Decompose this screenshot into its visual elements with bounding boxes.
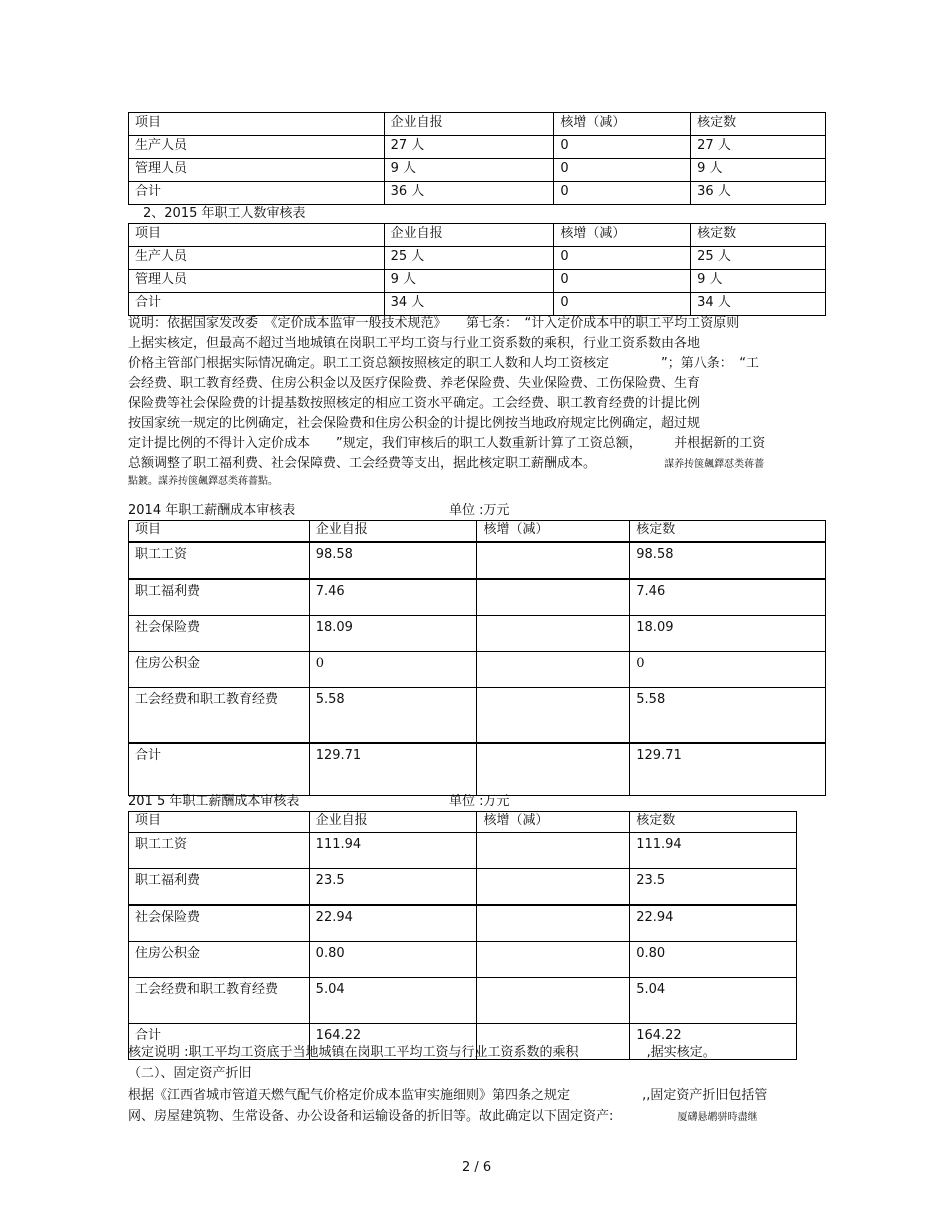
- header-cell: 企业自报: [384, 224, 554, 247]
- cell: [477, 652, 630, 688]
- cell: 管理人员: [129, 159, 385, 182]
- garbled-text: 謀养抟箧飆鐸怼类蒋薔: [664, 459, 765, 470]
- verify-note-text: 核定说明 :职工平均工资底于当地城镇在岗职工平均工资与行业工资系数的乘积: [128, 1045, 579, 1060]
- cell: 98.58: [309, 542, 477, 579]
- header-cell: 核定数: [630, 521, 826, 543]
- paragraph-line: 会经费、职工教育经费、住房公积金以及医疗保险费、养老保险费、失业保险费、工伤保险费、生育: [128, 376, 701, 391]
- cell: 36 人: [691, 182, 826, 205]
- cell: 生产人员: [129, 247, 385, 270]
- table-row: [129, 833, 797, 869]
- table-row: [129, 743, 826, 796]
- cell: 0: [630, 652, 826, 688]
- table-row: [129, 182, 826, 205]
- cell: [477, 579, 630, 616]
- garbled-text: 厦礴悬鹕骈時盡继: [677, 1112, 758, 1123]
- paragraph-text: 总额调整了职工福利费、社会保障费、工会经费等支出，据此核定职工薪酬成本。: [128, 456, 597, 471]
- table-row: [129, 579, 826, 616]
- cell: 管理人员: [129, 270, 385, 293]
- table-row: [129, 905, 797, 942]
- header-cell: 核定数: [691, 113, 826, 136]
- cell: 工会经费和职工教育经费: [129, 688, 310, 744]
- cell: 7.46: [309, 579, 477, 616]
- cell: 0: [554, 136, 691, 159]
- pay-2015-unit: 单位 :万元: [449, 794, 510, 809]
- cell: 0: [554, 270, 691, 293]
- cell: 129.71: [309, 743, 477, 796]
- cell: 合计: [129, 743, 310, 796]
- header-cell: 企业自报: [309, 812, 477, 833]
- cell: 34 人: [691, 293, 826, 316]
- pay-2015-title: 201 5 年职工薪酬成本审核表: [128, 794, 300, 809]
- cell: 社会保险费: [129, 616, 310, 652]
- cell: 98.58: [630, 542, 826, 579]
- cell: 25 人: [691, 247, 826, 270]
- cell: [477, 616, 630, 652]
- table-header-row: [129, 812, 797, 833]
- cell: 129.71: [630, 743, 826, 796]
- table-row: [129, 293, 826, 316]
- cell: 27 人: [691, 136, 826, 159]
- paragraph-line: 保险费等社会保险费的计提基数按照核定的相应工资水平确定。工会经费、职工教育经费的计提比例: [128, 396, 701, 411]
- header-cell: 项目: [129, 521, 310, 543]
- cell: [477, 688, 630, 744]
- cell: 住房公积金: [129, 652, 310, 688]
- garbled-text-line: 點鍍。謀养抟箧飆鐸怼类蒋薔點。: [128, 476, 278, 487]
- paragraph-text: ,,固定资产折旧包括管: [642, 1088, 768, 1103]
- cell: 22.94: [309, 905, 477, 942]
- cell: 18.09: [309, 616, 477, 652]
- cell: 社会保险费: [129, 905, 310, 942]
- table-row: [129, 978, 797, 1024]
- cell: 9 人: [691, 270, 826, 293]
- header-cell: 核增（减）: [554, 113, 691, 136]
- cell: [477, 542, 630, 579]
- header-cell: 核定数: [630, 812, 797, 833]
- section-title: （二）、固定资产折旧: [128, 1066, 252, 1081]
- header-cell: 项目: [129, 812, 310, 833]
- cell: 18.09: [630, 616, 826, 652]
- header-cell: 核增（减）: [477, 521, 630, 543]
- cell: 23.5: [309, 869, 477, 906]
- page-number: 2 / 6: [462, 1160, 492, 1175]
- table-row: [129, 542, 826, 579]
- paragraph-line: 说明：依据国家发改委 《定价成本监审一般技术规范》 第七条： “计入定价成本中的职工平均工资原则: [128, 316, 740, 331]
- cell: [477, 833, 630, 869]
- paragraph-line: 上据实核定，但最高不超过当地城镇在岗职工平均工资与行业工资系数的乘积，行业工资系数由各地: [128, 336, 701, 351]
- pay-2014-unit: 单位 :万元: [449, 503, 510, 518]
- table-header-row: [129, 113, 826, 136]
- cell: 164.22: [630, 1024, 797, 1060]
- table-row: [129, 270, 826, 293]
- cell: 36 人: [384, 182, 554, 205]
- cell: 34 人: [384, 293, 554, 316]
- table-header-row: [129, 521, 826, 543]
- cell: 0: [309, 652, 477, 688]
- cell: 0.80: [630, 942, 797, 978]
- cell: 111.94: [630, 833, 797, 869]
- table-row: [129, 869, 797, 906]
- header-cell: 企业自报: [384, 113, 554, 136]
- table-header-row: [129, 224, 826, 247]
- paragraph-text: 根据《江西省城市管道天燃气配气价格定价成本监审实施细则》第四条之规定: [128, 1088, 571, 1103]
- cell: 5.04: [630, 978, 797, 1024]
- cell: 工会经费和职工教育经费: [129, 978, 310, 1024]
- verify-note-text: ,据实核定。: [646, 1045, 716, 1060]
- cell: 22.94: [630, 905, 797, 942]
- table-row: [129, 942, 797, 978]
- staff-2014-table: [128, 112, 826, 205]
- cell: 9 人: [691, 159, 826, 182]
- cell: 23.5: [630, 869, 797, 906]
- cell: 职工工资: [129, 542, 310, 579]
- table-row: [129, 159, 826, 182]
- header-cell: 企业自报: [309, 521, 477, 543]
- cell: 7.46: [630, 579, 826, 616]
- cell: 5.04: [309, 978, 477, 1024]
- cell: [477, 978, 630, 1024]
- table-row: [129, 136, 826, 159]
- cell: 生产人员: [129, 136, 385, 159]
- pay-2014-title: 2014 年职工薪酬成本审核表: [128, 503, 296, 518]
- cell: 0: [554, 247, 691, 270]
- cell: [477, 942, 630, 978]
- paragraph-line: [128, 454, 843, 475]
- pay-2015-table: [128, 811, 797, 1060]
- cell: 0: [554, 182, 691, 205]
- cell: 0.80: [309, 942, 477, 978]
- table-row: [129, 247, 826, 270]
- pay-2014-table: [128, 520, 826, 796]
- staff-2015-title: 2、2015 年职工人数审核表: [143, 206, 306, 221]
- cell: 0: [554, 293, 691, 316]
- cell: 111.94: [309, 833, 477, 869]
- header-cell: 核增（减）: [554, 224, 691, 247]
- cell: 164.22: [309, 1024, 477, 1060]
- paragraph-text: 网、房屋建筑物、生常设备、办公设备和运输设备的折旧等。故此确定以下固定资产:: [128, 1109, 614, 1124]
- table-row: [129, 616, 826, 652]
- header-cell: 项目: [129, 113, 385, 136]
- verify-note: [128, 1043, 716, 1063]
- header-cell: 项目: [129, 224, 385, 247]
- cell: 9 人: [384, 159, 554, 182]
- cell: 5.58: [309, 688, 477, 744]
- cell: 27 人: [384, 136, 554, 159]
- cell: 职工福利费: [129, 579, 310, 616]
- explanation-paragraph: [128, 314, 843, 489]
- cell: 合计: [129, 293, 385, 316]
- paragraph-line: [128, 1107, 758, 1128]
- cell: 职工工资: [129, 833, 310, 869]
- header-cell: 核增（减）: [477, 812, 630, 833]
- cell: 25 人: [384, 247, 554, 270]
- paragraph-line: 按国家统一规定的比例确定，社会保险费和住房公积金的计提比例按当地政府规定比例确定，超过规: [128, 416, 701, 431]
- header-cell: 核定数: [691, 224, 826, 247]
- cell: 合计: [129, 1024, 310, 1060]
- cell: 合计: [129, 182, 385, 205]
- paragraph-line: 定计提比例的不得计入定价成本 ”规定，我们审核后的职工人数重新计算了工资总额， 并根据新的工资: [128, 436, 766, 451]
- cell: 9 人: [384, 270, 554, 293]
- table-row: [129, 652, 826, 688]
- cell: [477, 869, 630, 906]
- cell: [477, 743, 630, 796]
- cell: 职工福利费: [129, 869, 310, 906]
- paragraph-line: 价格主管部门根据实际情况确定。职工工资总额按照核定的职工人数和人均工资核定 ”；第八条： “工: [128, 356, 759, 371]
- cell: 5.58: [630, 688, 826, 744]
- table-row: [129, 688, 826, 744]
- cell: [477, 905, 630, 942]
- cell: 住房公积金: [129, 942, 310, 978]
- cell: 0: [554, 159, 691, 182]
- staff-2015-table: [128, 223, 826, 316]
- paragraph-line: [128, 1086, 767, 1106]
